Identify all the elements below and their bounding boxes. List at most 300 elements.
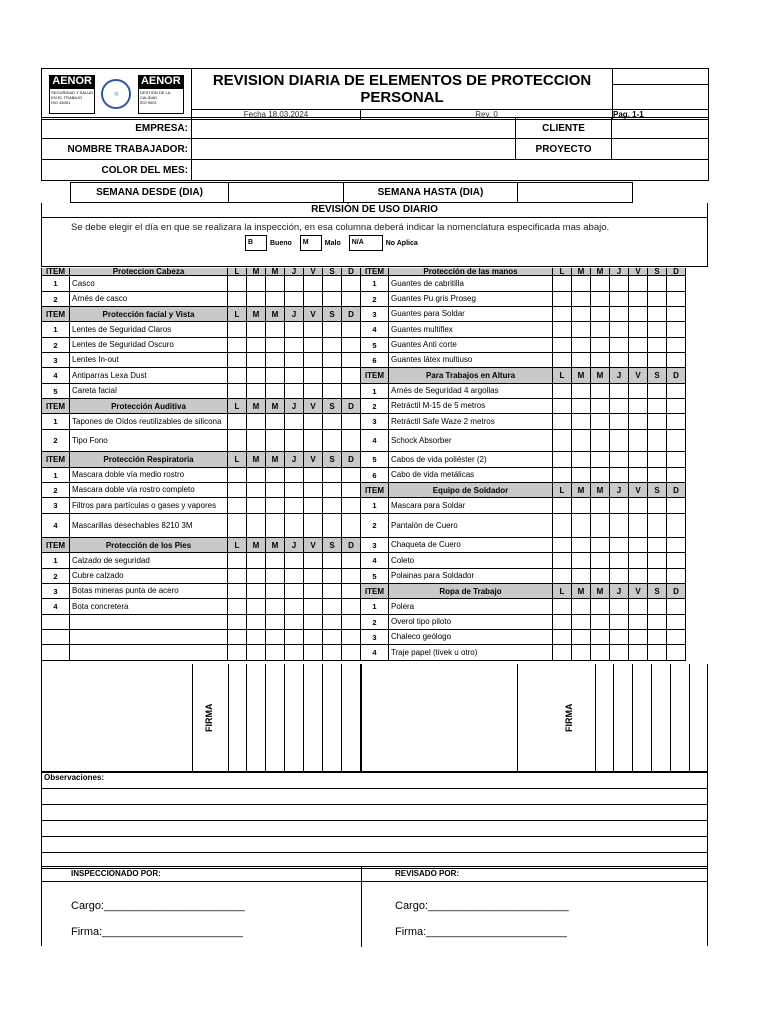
day-check-cell[interactable] — [247, 276, 266, 292]
day-check-cell[interactable] — [323, 368, 342, 384]
day-check-cell[interactable] — [629, 468, 648, 483]
color-mes-field[interactable] — [192, 160, 709, 181]
day-check-cell[interactable] — [304, 468, 323, 483]
cargo-line-right[interactable]: Cargo:_______________________ — [395, 900, 569, 912]
day-check-cell[interactable] — [667, 307, 686, 322]
day-check-cell[interactable] — [266, 599, 285, 615]
day-check-cell[interactable] — [610, 569, 629, 584]
day-check-cell[interactable] — [342, 430, 361, 452]
day-check-cell[interactable] — [610, 514, 629, 538]
day-check-cell[interactable] — [572, 384, 591, 399]
day-check-cell[interactable] — [323, 468, 342, 483]
day-check-cell[interactable] — [629, 498, 648, 514]
day-check-cell[interactable] — [323, 599, 342, 615]
day-check-cell[interactable] — [285, 414, 304, 430]
firma-line-right[interactable]: Firma:_______________________ — [395, 926, 567, 938]
day-check-cell[interactable] — [572, 399, 591, 414]
day-check-cell[interactable] — [342, 615, 361, 630]
day-check-cell[interactable] — [572, 414, 591, 430]
day-check-cell[interactable] — [266, 368, 285, 384]
day-check-cell[interactable] — [228, 353, 247, 368]
day-check-cell[interactable] — [553, 399, 572, 414]
day-check-cell[interactable] — [285, 615, 304, 630]
day-check-cell[interactable] — [553, 599, 572, 615]
day-check-cell[interactable] — [304, 569, 323, 584]
day-check-cell[interactable] — [648, 645, 667, 661]
day-check-cell[interactable] — [304, 615, 323, 630]
day-check-cell[interactable] — [247, 569, 266, 584]
day-check-cell[interactable] — [342, 630, 361, 645]
day-check-cell[interactable] — [610, 468, 629, 483]
day-check-cell[interactable] — [667, 630, 686, 645]
day-check-cell[interactable] — [228, 468, 247, 483]
day-check-cell[interactable] — [323, 483, 342, 498]
day-check-cell[interactable] — [572, 307, 591, 322]
day-check-cell[interactable] — [553, 468, 572, 483]
day-check-cell[interactable] — [304, 645, 323, 661]
observaciones-line[interactable] — [42, 805, 708, 821]
day-check-cell[interactable] — [285, 338, 304, 353]
day-check-cell[interactable] — [266, 384, 285, 399]
day-check-cell[interactable] — [247, 599, 266, 615]
day-check-cell[interactable] — [553, 498, 572, 514]
day-check-cell[interactable] — [648, 276, 667, 292]
semana-hasta-field[interactable] — [518, 183, 633, 203]
day-check-cell[interactable] — [553, 322, 572, 338]
day-check-cell[interactable] — [591, 307, 610, 322]
observaciones-line[interactable] — [42, 789, 708, 805]
day-check-cell[interactable] — [572, 514, 591, 538]
day-check-cell[interactable] — [572, 322, 591, 338]
day-check-cell[interactable] — [553, 452, 572, 468]
day-check-cell[interactable] — [629, 615, 648, 630]
day-check-cell[interactable] — [667, 353, 686, 368]
day-check-cell[interactable] — [304, 584, 323, 599]
day-check-cell[interactable] — [591, 452, 610, 468]
day-check-cell[interactable] — [266, 353, 285, 368]
day-check-cell[interactable] — [304, 553, 323, 569]
proyecto-field[interactable] — [612, 139, 709, 160]
day-check-cell[interactable] — [610, 430, 629, 452]
day-check-cell[interactable] — [247, 498, 266, 514]
day-check-cell[interactable] — [304, 353, 323, 368]
day-check-cell[interactable] — [572, 430, 591, 452]
firma-line-left[interactable]: Firma:_______________________ — [71, 926, 243, 938]
day-check-cell[interactable] — [667, 538, 686, 553]
day-check-cell[interactable] — [667, 276, 686, 292]
day-check-cell[interactable] — [553, 615, 572, 630]
day-check-cell[interactable] — [342, 483, 361, 498]
day-check-cell[interactable] — [591, 430, 610, 452]
day-check-cell[interactable] — [285, 276, 304, 292]
day-check-cell[interactable] — [648, 630, 667, 645]
day-check-cell[interactable] — [648, 384, 667, 399]
day-check-cell[interactable] — [667, 514, 686, 538]
day-check-cell[interactable] — [266, 645, 285, 661]
day-check-cell[interactable] — [323, 338, 342, 353]
day-check-cell[interactable] — [572, 615, 591, 630]
day-check-cell[interactable] — [228, 276, 247, 292]
day-check-cell[interactable] — [323, 276, 342, 292]
day-check-cell[interactable] — [247, 430, 266, 452]
day-check-cell[interactable] — [667, 292, 686, 307]
day-check-cell[interactable] — [342, 584, 361, 599]
day-check-cell[interactable] — [572, 276, 591, 292]
day-check-cell[interactable] — [304, 338, 323, 353]
day-check-cell[interactable] — [228, 430, 247, 452]
day-check-cell[interactable] — [342, 338, 361, 353]
day-check-cell[interactable] — [228, 483, 247, 498]
day-check-cell[interactable] — [285, 384, 304, 399]
day-check-cell[interactable] — [304, 368, 323, 384]
day-check-cell[interactable] — [266, 322, 285, 338]
day-check-cell[interactable] — [591, 514, 610, 538]
day-check-cell[interactable] — [553, 553, 572, 569]
day-check-cell[interactable] — [591, 353, 610, 368]
day-check-cell[interactable] — [266, 468, 285, 483]
day-check-cell[interactable] — [591, 322, 610, 338]
day-check-cell[interactable] — [591, 599, 610, 615]
day-check-cell[interactable] — [667, 615, 686, 630]
day-check-cell[interactable] — [553, 514, 572, 538]
day-check-cell[interactable] — [304, 322, 323, 338]
day-check-cell[interactable] — [610, 538, 629, 553]
day-check-cell[interactable] — [610, 630, 629, 645]
day-check-cell[interactable] — [285, 498, 304, 514]
day-check-cell[interactable] — [572, 338, 591, 353]
day-check-cell[interactable] — [667, 430, 686, 452]
day-check-cell[interactable] — [648, 468, 667, 483]
day-check-cell[interactable] — [285, 468, 304, 483]
day-check-cell[interactable] — [572, 452, 591, 468]
day-check-cell[interactable] — [648, 322, 667, 338]
day-check-cell[interactable] — [323, 514, 342, 538]
day-check-cell[interactable] — [648, 498, 667, 514]
day-check-cell[interactable] — [553, 645, 572, 661]
day-check-cell[interactable] — [323, 292, 342, 307]
day-check-cell[interactable] — [610, 353, 629, 368]
day-check-cell[interactable] — [553, 538, 572, 553]
day-check-cell[interactable] — [591, 338, 610, 353]
day-check-cell[interactable] — [228, 584, 247, 599]
day-check-cell[interactable] — [247, 338, 266, 353]
day-check-cell[interactable] — [591, 645, 610, 661]
day-check-cell[interactable] — [247, 384, 266, 399]
day-check-cell[interactable] — [228, 630, 247, 645]
day-check-cell[interactable] — [648, 353, 667, 368]
day-check-cell[interactable] — [629, 553, 648, 569]
day-check-cell[interactable] — [342, 276, 361, 292]
day-check-cell[interactable] — [342, 553, 361, 569]
day-check-cell[interactable] — [648, 615, 667, 630]
day-check-cell[interactable] — [323, 322, 342, 338]
day-check-cell[interactable] — [323, 384, 342, 399]
day-check-cell[interactable] — [247, 353, 266, 368]
day-check-cell[interactable] — [342, 569, 361, 584]
day-check-cell[interactable] — [285, 599, 304, 615]
day-check-cell[interactable] — [591, 569, 610, 584]
day-check-cell[interactable] — [304, 414, 323, 430]
day-check-cell[interactable] — [304, 276, 323, 292]
day-check-cell[interactable] — [591, 553, 610, 569]
day-check-cell[interactable] — [629, 514, 648, 538]
day-check-cell[interactable] — [304, 599, 323, 615]
day-check-cell[interactable] — [285, 292, 304, 307]
day-check-cell[interactable] — [572, 538, 591, 553]
day-check-cell[interactable] — [648, 338, 667, 353]
day-check-cell[interactable] — [342, 468, 361, 483]
day-check-cell[interactable] — [266, 483, 285, 498]
day-check-cell[interactable] — [285, 368, 304, 384]
day-check-cell[interactable] — [228, 599, 247, 615]
day-check-cell[interactable] — [228, 553, 247, 569]
day-check-cell[interactable] — [285, 645, 304, 661]
day-check-cell[interactable] — [648, 553, 667, 569]
day-check-cell[interactable] — [610, 307, 629, 322]
day-check-cell[interactable] — [323, 615, 342, 630]
observaciones-line[interactable] — [42, 837, 708, 853]
day-check-cell[interactable] — [648, 430, 667, 452]
day-check-cell[interactable] — [648, 414, 667, 430]
day-check-cell[interactable] — [342, 368, 361, 384]
day-check-cell[interactable] — [553, 630, 572, 645]
day-check-cell[interactable] — [610, 615, 629, 630]
day-check-cell[interactable] — [228, 384, 247, 399]
day-check-cell[interactable] — [323, 430, 342, 452]
day-check-cell[interactable] — [591, 538, 610, 553]
day-check-cell[interactable] — [591, 384, 610, 399]
day-check-cell[interactable] — [323, 630, 342, 645]
day-check-cell[interactable] — [247, 368, 266, 384]
day-check-cell[interactable] — [572, 553, 591, 569]
day-check-cell[interactable] — [342, 353, 361, 368]
day-check-cell[interactable] — [266, 514, 285, 538]
day-check-cell[interactable] — [266, 430, 285, 452]
day-check-cell[interactable] — [266, 630, 285, 645]
firma-space-right[interactable] — [361, 664, 518, 771]
day-check-cell[interactable] — [285, 353, 304, 368]
day-check-cell[interactable] — [667, 569, 686, 584]
day-check-cell[interactable] — [228, 322, 247, 338]
cliente-field[interactable] — [612, 118, 709, 139]
day-check-cell[interactable] — [553, 430, 572, 452]
day-check-cell[interactable] — [266, 292, 285, 307]
day-check-cell[interactable] — [648, 307, 667, 322]
day-check-cell[interactable] — [648, 399, 667, 414]
day-check-cell[interactable] — [228, 615, 247, 630]
day-check-cell[interactable] — [629, 538, 648, 553]
day-check-cell[interactable] — [610, 338, 629, 353]
day-check-cell[interactable] — [610, 498, 629, 514]
day-check-cell[interactable] — [591, 468, 610, 483]
day-check-cell[interactable] — [247, 483, 266, 498]
day-check-cell[interactable] — [247, 584, 266, 599]
day-check-cell[interactable] — [667, 399, 686, 414]
day-check-cell[interactable] — [572, 599, 591, 615]
day-check-cell[interactable] — [285, 514, 304, 538]
day-check-cell[interactable] — [323, 553, 342, 569]
day-check-cell[interactable] — [610, 645, 629, 661]
day-check-cell[interactable] — [667, 338, 686, 353]
day-check-cell[interactable] — [266, 276, 285, 292]
day-check-cell[interactable] — [553, 353, 572, 368]
day-check-cell[interactable] — [648, 599, 667, 615]
day-check-cell[interactable] — [572, 498, 591, 514]
day-check-cell[interactable] — [629, 630, 648, 645]
day-check-cell[interactable] — [266, 498, 285, 514]
day-check-cell[interactable] — [591, 414, 610, 430]
day-check-cell[interactable] — [629, 645, 648, 661]
day-check-cell[interactable] — [629, 399, 648, 414]
day-check-cell[interactable] — [247, 645, 266, 661]
day-check-cell[interactable] — [304, 498, 323, 514]
day-check-cell[interactable] — [572, 292, 591, 307]
day-check-cell[interactable] — [266, 338, 285, 353]
day-check-cell[interactable] — [247, 322, 266, 338]
day-check-cell[interactable] — [553, 384, 572, 399]
day-check-cell[interactable] — [266, 584, 285, 599]
day-check-cell[interactable] — [342, 414, 361, 430]
day-check-cell[interactable] — [247, 630, 266, 645]
day-check-cell[interactable] — [285, 584, 304, 599]
day-check-cell[interactable] — [629, 599, 648, 615]
day-check-cell[interactable] — [228, 414, 247, 430]
day-check-cell[interactable] — [629, 452, 648, 468]
day-check-cell[interactable] — [610, 276, 629, 292]
day-check-cell[interactable] — [342, 292, 361, 307]
day-check-cell[interactable] — [323, 353, 342, 368]
day-check-cell[interactable] — [553, 292, 572, 307]
day-check-cell[interactable] — [591, 615, 610, 630]
empresa-field[interactable] — [192, 118, 516, 139]
day-check-cell[interactable] — [629, 569, 648, 584]
day-check-cell[interactable] — [553, 307, 572, 322]
day-check-cell[interactable] — [304, 483, 323, 498]
day-check-cell[interactable] — [285, 430, 304, 452]
day-check-cell[interactable] — [304, 430, 323, 452]
day-check-cell[interactable] — [667, 384, 686, 399]
day-check-cell[interactable] — [667, 498, 686, 514]
day-check-cell[interactable] — [304, 384, 323, 399]
day-check-cell[interactable] — [323, 584, 342, 599]
day-check-cell[interactable] — [629, 338, 648, 353]
day-check-cell[interactable] — [648, 569, 667, 584]
day-check-cell[interactable] — [266, 615, 285, 630]
day-check-cell[interactable] — [342, 384, 361, 399]
day-check-cell[interactable] — [285, 553, 304, 569]
day-check-cell[interactable] — [629, 353, 648, 368]
day-check-cell[interactable] — [610, 399, 629, 414]
day-check-cell[interactable] — [629, 307, 648, 322]
day-check-cell[interactable] — [304, 630, 323, 645]
day-check-cell[interactable] — [591, 399, 610, 414]
day-check-cell[interactable] — [285, 322, 304, 338]
day-check-cell[interactable] — [266, 414, 285, 430]
day-check-cell[interactable] — [553, 569, 572, 584]
cargo-line-left[interactable]: Cargo:_______________________ — [71, 900, 245, 912]
day-check-cell[interactable] — [285, 630, 304, 645]
day-check-cell[interactable] — [285, 569, 304, 584]
day-check-cell[interactable] — [323, 569, 342, 584]
day-check-cell[interactable] — [591, 630, 610, 645]
day-check-cell[interactable] — [247, 292, 266, 307]
day-check-cell[interactable] — [266, 569, 285, 584]
semana-desde-field[interactable] — [229, 183, 344, 203]
day-check-cell[interactable] — [667, 553, 686, 569]
day-check-cell[interactable] — [228, 292, 247, 307]
day-check-cell[interactable] — [648, 452, 667, 468]
day-check-cell[interactable] — [648, 514, 667, 538]
day-check-cell[interactable] — [342, 514, 361, 538]
day-check-cell[interactable] — [629, 430, 648, 452]
day-check-cell[interactable] — [304, 292, 323, 307]
day-check-cell[interactable] — [247, 414, 266, 430]
day-check-cell[interactable] — [553, 338, 572, 353]
day-check-cell[interactable] — [342, 599, 361, 615]
day-check-cell[interactable] — [667, 468, 686, 483]
day-check-cell[interactable] — [591, 276, 610, 292]
day-check-cell[interactable] — [553, 414, 572, 430]
day-check-cell[interactable] — [342, 498, 361, 514]
day-check-cell[interactable] — [285, 483, 304, 498]
day-check-cell[interactable] — [591, 292, 610, 307]
day-check-cell[interactable] — [629, 322, 648, 338]
day-check-cell[interactable] — [228, 368, 247, 384]
day-check-cell[interactable] — [228, 645, 247, 661]
day-check-cell[interactable] — [629, 384, 648, 399]
day-check-cell[interactable] — [247, 615, 266, 630]
day-check-cell[interactable] — [667, 452, 686, 468]
day-check-cell[interactable] — [667, 645, 686, 661]
day-check-cell[interactable] — [323, 414, 342, 430]
day-check-cell[interactable] — [610, 414, 629, 430]
day-check-cell[interactable] — [572, 569, 591, 584]
day-check-cell[interactable] — [572, 630, 591, 645]
day-check-cell[interactable] — [228, 338, 247, 353]
day-check-cell[interactable] — [648, 292, 667, 307]
day-check-cell[interactable] — [610, 452, 629, 468]
day-check-cell[interactable] — [667, 599, 686, 615]
day-check-cell[interactable] — [629, 276, 648, 292]
observaciones-line[interactable] — [42, 821, 708, 837]
trabajador-field[interactable] — [192, 139, 516, 160]
day-check-cell[interactable] — [610, 322, 629, 338]
day-check-cell[interactable] — [572, 645, 591, 661]
day-check-cell[interactable] — [572, 468, 591, 483]
day-check-cell[interactable] — [266, 553, 285, 569]
day-check-cell[interactable] — [572, 353, 591, 368]
day-check-cell[interactable] — [247, 514, 266, 538]
day-check-cell[interactable] — [342, 645, 361, 661]
day-check-cell[interactable] — [228, 569, 247, 584]
day-check-cell[interactable] — [228, 514, 247, 538]
day-check-cell[interactable] — [591, 498, 610, 514]
day-check-cell[interactable] — [648, 538, 667, 553]
day-check-cell[interactable] — [629, 414, 648, 430]
day-check-cell[interactable] — [610, 384, 629, 399]
day-check-cell[interactable] — [667, 322, 686, 338]
day-check-cell[interactable] — [610, 553, 629, 569]
day-check-cell[interactable] — [228, 498, 247, 514]
day-check-cell[interactable] — [304, 514, 323, 538]
firma-space-left[interactable] — [42, 664, 193, 771]
day-check-cell[interactable] — [667, 414, 686, 430]
day-check-cell[interactable] — [629, 292, 648, 307]
day-check-cell[interactable] — [247, 468, 266, 483]
day-check-cell[interactable] — [610, 599, 629, 615]
day-check-cell[interactable] — [553, 276, 572, 292]
day-check-cell[interactable] — [610, 292, 629, 307]
